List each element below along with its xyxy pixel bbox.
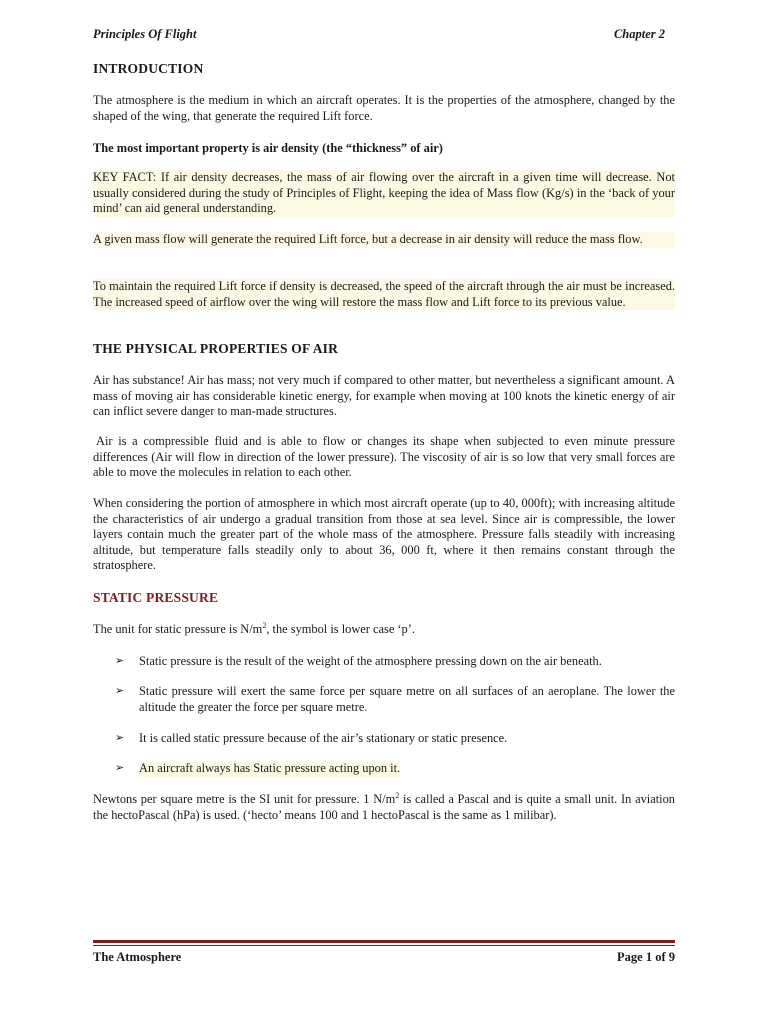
arrow-bullet-icon: ➢: [115, 762, 125, 774]
arrow-bullet-icon: ➢: [115, 732, 125, 744]
intro-paragraph-4: To maintain the required Lift force if density is decreased, the speed of the aircraft through the air must be increased. The increased speed of airflow over the wing will restore the mass flow and Lift force to its previous value.: [93, 279, 675, 309]
bullet-text: Static pressure is the result of the weight of the atmosphere pressing down on the air beneath.: [139, 654, 602, 668]
final-text-end: is called a Pascal and is quite a small unit. In aviation the hectoPascal (hPa) is used. (‘hecto’ means 100 and 1 hectoPascal is the same as 1 milibar).: [93, 792, 675, 822]
header-title: Principles Of Flight: [93, 27, 197, 41]
intro-paragraph-1: The atmosphere is the medium in which an aircraft operates. It is the properties of the atmosphere, changed by the shaped of the wing, that generate the required Lift force.: [93, 93, 675, 123]
physical-paragraph-1: Air has substance! Air has mass; not very much if compared to other matter, but nevertheless a significant amount. A mass of moving air has considerable kinetic energy, for example when moving at 100 knots the kinetic energy of air can inflict severe danger to man-made structures.: [93, 373, 675, 418]
static-heading: STATIC PRESSURE: [93, 590, 219, 605]
intro-paragraph-3: A given mass flow will generate the required Lift force, but a decrease in air density will reduce the mass flow.: [93, 232, 675, 248]
bullet-item: [115, 731, 675, 747]
static-unit-line: [93, 622, 675, 638]
bullet-text: Static pressure will exert the same force per square metre on all surfaces of an aeroplane. The lower the altitude the greater the force per square metre.: [139, 684, 675, 714]
static-unit-superscript: 2: [262, 620, 267, 630]
bullet-item: [115, 654, 675, 670]
arrow-bullet-icon: ➢: [115, 655, 125, 667]
final-superscript: 2: [395, 790, 400, 800]
page-header: [93, 27, 675, 45]
footer-rule-thin: [93, 945, 675, 946]
physical-paragraph-3: When considering the portion of atmosphere in which most aircraft operate (up to 40, 000ft); with increasing altitude the characteristics of air undergo a gradual transition from those at sea level. Since air is compressible, the lower layers contain much the greater part of the whole mass of the atmosphere. Pressure falls steadily with increasing altitude, but temperature falls steadily only to about 36, 000 ft, where it then remains constant through the stratosphere.: [93, 496, 675, 572]
footer-rule-thick: [93, 940, 675, 943]
intro-heading: INTRODUCTION: [93, 61, 204, 76]
arrow-bullet-icon: ➢: [115, 685, 125, 697]
static-final-paragraph: [93, 792, 675, 823]
header-chapter: Chapter 2: [613, 27, 665, 41]
static-unit-text-end: , the symbol is lower case ‘p’.: [266, 622, 415, 636]
physical-heading: THE PHYSICAL PROPERTIES OF AIR: [93, 341, 339, 356]
intro-bold-statement: The most important property is air density (the “thickness” of air): [93, 141, 443, 155]
physical-paragraph-2: Air is a compressible fluid and is able to flow or changes its shape when subjected to even minute pressure differences (Air will flow in direction of the lower pressure). The viscosity of air is so low that very small forces are able to move the molecules in relation to each other.: [93, 434, 675, 479]
bullet-item: [115, 761, 675, 777]
footer-page-number: Page 1 of 9: [617, 950, 675, 964]
bullet-item: [115, 684, 675, 715]
document-page: [93, 0, 675, 1024]
final-text: Newtons per square metre is the SI unit for pressure. 1 N/m: [93, 792, 396, 806]
bullet-text: An aircraft always has Static pressure acting upon it.: [139, 761, 401, 775]
footer-section-title: The Atmosphere: [93, 950, 182, 964]
key-fact-paragraph: KEY FACT: If air density decreases, the mass of air flowing over the aircraft in a given time will decrease. Not usually considered during the study of Principles of Flight, keeping the idea of Mass flow (Kg/s) in the ‘back of your mind’ can aid general understanding.: [93, 170, 675, 215]
bullet-text: It is called static pressure because of the air’s stationary or static presence.: [139, 731, 508, 745]
static-unit-text: The unit for static pressure is N/m: [93, 622, 263, 636]
